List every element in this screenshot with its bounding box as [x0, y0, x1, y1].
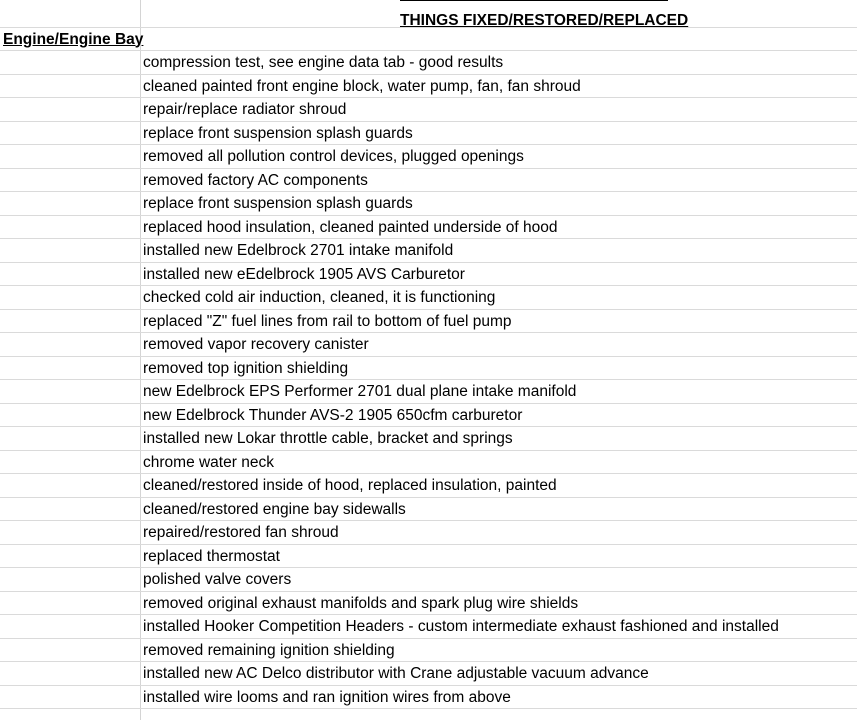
item-cell: repaired/restored fan shroud — [143, 524, 339, 541]
table-row[interactable] — [0, 662, 857, 686]
item-cell: compression test, see engine data tab - good results — [143, 54, 504, 71]
table-row[interactable] — [0, 51, 857, 75]
table-row[interactable] — [0, 427, 857, 451]
top-border — [400, 0, 668, 1]
table-row[interactable] — [0, 357, 857, 381]
table-row[interactable] — [0, 286, 857, 310]
item-cell: removed top ignition shielding — [143, 359, 349, 377]
item-cell: installed wire looms and ran ignition wires from above — [143, 688, 511, 706]
item-cell: installed new eEdelbrock 1905 AVS Carburetor — [143, 265, 465, 283]
item-cell: replace front suspension splash guards — [143, 195, 413, 212]
item-cell: replaced thermostat — [143, 547, 280, 565]
item-cell: installed new Edelbrock 2701 intake manifold — [143, 242, 454, 259]
table-row[interactable] — [0, 310, 857, 334]
table-row[interactable] — [0, 615, 857, 639]
table-row[interactable] — [0, 263, 857, 287]
item-cell: removed remaining ignition shielding — [143, 641, 395, 659]
item-cell: new Edelbrock EPS Performer 2701 dual plane intake manifold — [143, 383, 577, 400]
item-cell: removed vapor recovery canister — [143, 336, 369, 353]
table-row[interactable] — [0, 474, 857, 498]
table-row[interactable] — [0, 145, 857, 169]
item-cell: installed new AC Delco distributor with Crane adjustable vacuum advance — [143, 665, 649, 682]
item-cell: installed Hooker Competition Headers - custom intermediate exhaust fashioned and installed — [143, 618, 779, 635]
item-cell: cleaned painted front engine block, water pump, fan, fan shroud — [143, 77, 581, 95]
item-cell: installed new Lokar throttle cable, bracket and springs — [143, 430, 513, 447]
item-cell: removed factory AC components — [143, 171, 368, 189]
table-row[interactable] — [0, 686, 857, 710]
item-cell: removed original exhaust manifolds and spark plug wire shields — [143, 594, 579, 612]
table-row[interactable] — [0, 122, 857, 146]
table-row[interactable] — [0, 192, 857, 216]
table-row[interactable] — [0, 169, 857, 193]
table-row[interactable] — [0, 216, 857, 240]
section-label: Engine/Engine Bay — [3, 30, 144, 48]
item-cell: repair/replace radiator shroud — [143, 101, 347, 118]
table-row[interactable] — [0, 380, 857, 404]
item-cell: replaced hood insulation, cleaned painted underside of hood — [143, 218, 558, 236]
table-row[interactable] — [0, 498, 857, 522]
item-cell: cleaned/restored inside of hood, replaced insulation, painted — [143, 477, 557, 494]
table-row[interactable] — [0, 592, 857, 616]
item-cell: new Edelbrock Thunder AVS-2 1905 650cfm carburetor — [143, 406, 523, 424]
table-row[interactable] — [0, 75, 857, 99]
table-row[interactable] — [0, 404, 857, 428]
table-row[interactable] — [0, 521, 857, 545]
table-row[interactable] — [0, 639, 857, 663]
table-row[interactable] — [0, 568, 857, 592]
title-row[interactable] — [0, 4, 857, 28]
table-row[interactable] — [0, 451, 857, 475]
item-cell: removed all pollution control devices, plugged openings — [143, 148, 524, 165]
item-cell: polished valve covers — [143, 571, 292, 588]
item-cell: replaced "Z" fuel lines from rail to bottom of fuel pump — [143, 312, 512, 330]
table-row[interactable] — [0, 239, 857, 263]
section-row[interactable] — [0, 28, 857, 52]
item-cell: cleaned/restored engine bay sidewalls — [143, 500, 406, 518]
item-cell: chrome water neck — [143, 453, 274, 471]
table-row[interactable] — [0, 333, 857, 357]
table-row[interactable] — [0, 98, 857, 122]
sheet-title: THINGS FIXED/RESTORED/REPLACED — [400, 12, 689, 29]
item-cell: replace front suspension splash guards — [143, 124, 413, 142]
table-row[interactable] — [0, 545, 857, 569]
item-cell: checked cold air induction, cleaned, it is functioning — [143, 289, 496, 306]
